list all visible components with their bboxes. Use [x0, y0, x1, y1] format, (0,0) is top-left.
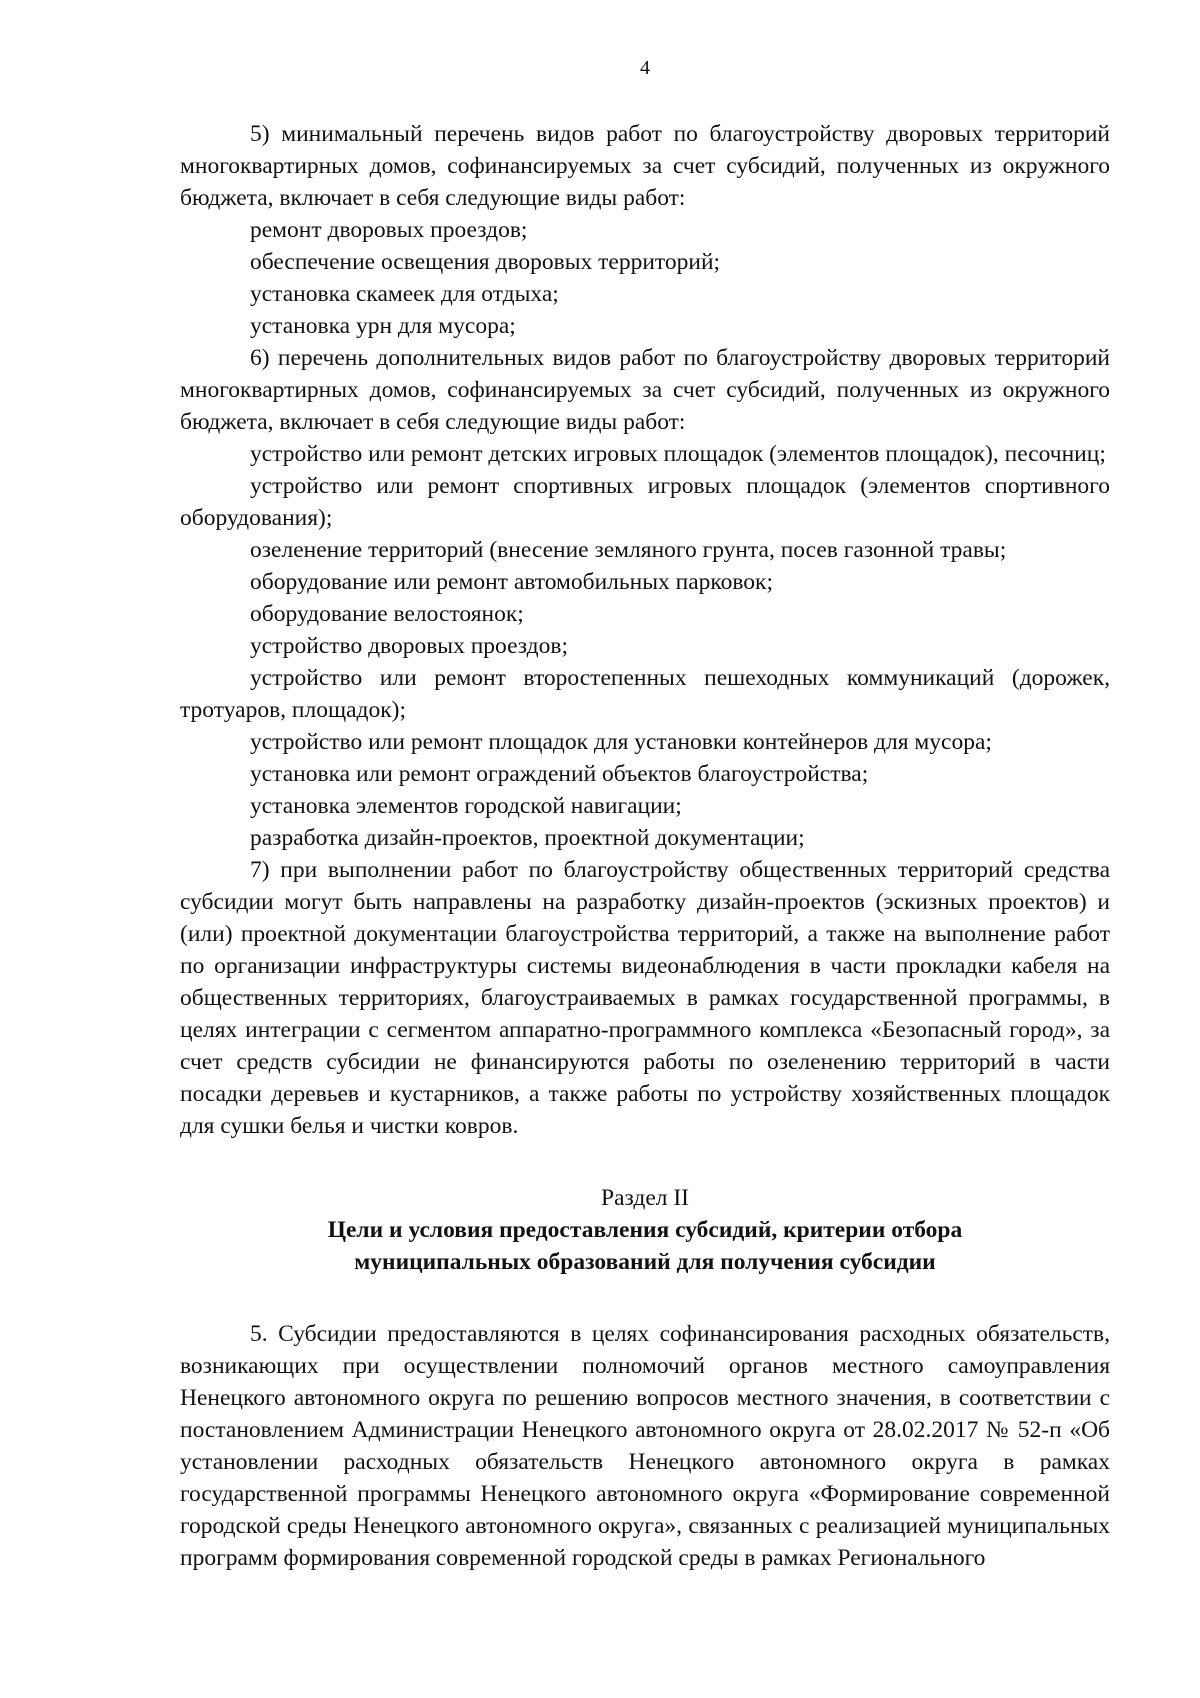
body-text-before [180, 118, 1110, 1142]
paragraph-6: 6) перечень дополнительных видов работ по благоустройству дворовых территорий многоквартирных домов, софинансируемых за счет субсидий, полученных из окружного бюджета, включает в себя следующие виды работ: [180, 345, 1110, 435]
section-spacer [180, 1278, 1110, 1318]
paragraph-section-5: 5. Субсидии предоставляются в целях софинансирования расходных обязательств, возникающих при осуществлении полномочий органов местного самоуправления Ненецкого автономного округа по решению вопросов местного значения, в соответствии с постановлением Администрации Ненецкого автономного округа от 28.02.2017 № 52-п «Об установлении расходных обязательств Ненецкого автономного округа в рамках государственной программы Ненецкого автономного округа «Формирование современной городской среды Ненецкого автономного округа», связанных с реализацией муниципальных программ формирования современной городской среды в рамках Регионального [180, 1321, 1110, 1571]
list-item: устройство или ремонт детских игровых площадок (элементов площадок), песочниц; [250, 441, 1106, 467]
list-item: установка урн для мусора; [250, 313, 516, 339]
list-item: установка скамеек для отдыха; [250, 281, 559, 307]
list-item: устройство или ремонт второстепенных пешеходных коммуникаций (дорожек, тротуаров, площадок); [180, 665, 1110, 723]
list-item: оборудование велостоянок; [250, 601, 524, 627]
body-text-after [180, 1318, 1110, 1574]
section-label: Раздел II [601, 1185, 689, 1211]
paragraph-7: 7) при выполнении работ по благоустройству общественных территорий средства субсидии могут быть направлены на разработку дизайн-проектов (эскизных проектов) и (или) проектной документации благоустройства территорий, а также на выполнение работ по организации инфраструктуры системы видеонаблюдения в части прокладки кабеля на общественных территориях, благоустраиваемых в рамках государственной программы, в целях интеграции с сегментом аппаратно-программного комплекса «Безопасный город», за счет средств субсидии не финансируются работы по озеленению территорий в части посадки деревьев и кустарников, а также работы по устройству хозяйственных площадок для сушки белья и чистки ковров. [180, 857, 1110, 1139]
list-item: устройство дворовых проездов; [250, 633, 568, 659]
list-item: обеспечение освещения дворовых территорий; [250, 249, 721, 275]
list-item: разработка дизайн-проектов, проектной документации; [250, 825, 805, 851]
section-title: Цели и условия предоставления субсидий, критерии отбора муниципальных образований для получения субсидии [327, 1217, 963, 1275]
list-item: установка элементов городской навигации; [250, 793, 682, 819]
list-item: устройство или ремонт спортивных игровых площадок (элементов спортивного оборудования); [180, 473, 1110, 531]
list-item: установка или ремонт ограждений объектов благоустройства; [250, 761, 869, 787]
list-item: озеленение территорий (внесение земляного грунта, посев газонной травы; [250, 537, 1007, 563]
paragraph-5: 5) минимальный перечень видов работ по благоустройству дворовых территорий многоквартирных домов, софинансируемых за счет субсидий, полученных из окружного бюджета, включает в себя следующие виды работ: [180, 121, 1110, 211]
list-item: ремонт дворовых проездов; [250, 217, 528, 243]
document-page [180, 56, 1110, 1574]
list-item: оборудование или ремонт автомобильных парковок; [250, 569, 773, 595]
list-item: устройство или ремонт площадок для установки контейнеров для мусора; [250, 729, 992, 755]
page-number: 4 [640, 57, 650, 79]
